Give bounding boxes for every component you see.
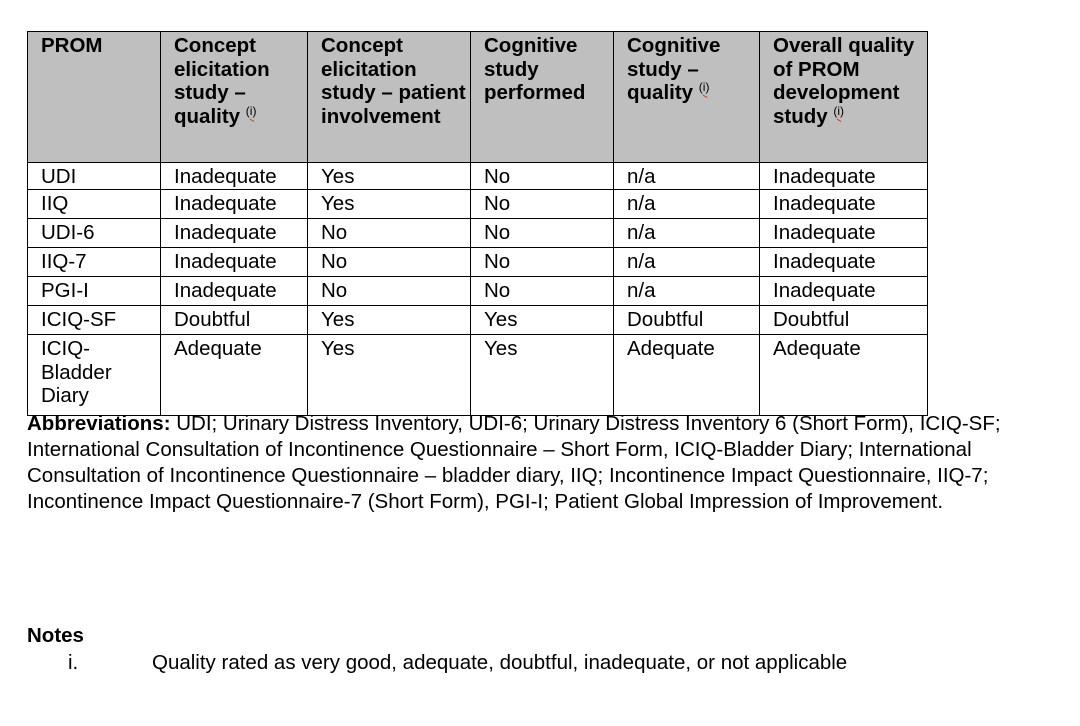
table-cell: Doubtful <box>760 306 928 335</box>
column-header-text: Cognitive study – <box>627 34 721 81</box>
table-cell: Inadequate <box>760 163 928 190</box>
table-row <box>28 248 928 277</box>
table-cell: Doubtful <box>161 306 308 335</box>
table-cell: Adequate <box>614 335 760 416</box>
table-cell: Inadequate <box>161 163 308 190</box>
table-cell: Yes <box>471 306 614 335</box>
table-cell: No <box>471 277 614 306</box>
prom-name-cell: PGI-I <box>28 277 161 306</box>
column-header <box>614 32 760 163</box>
table-cell: No <box>471 163 614 190</box>
table-cell: Yes <box>308 306 471 335</box>
table-cell: n/a <box>614 248 760 277</box>
table-cell: Inadequate <box>760 219 928 248</box>
column-header-text: quality <box>174 104 241 128</box>
table-cell: Yes <box>308 190 471 219</box>
column-header <box>161 32 308 163</box>
prom-name-cell: IIQ-7 <box>28 248 161 277</box>
note-text: Quality rated as very good, adequate, doubtful, inadequate, or not applicable <box>152 651 848 674</box>
table-cell: Inadequate <box>760 277 928 306</box>
column-header <box>471 32 614 163</box>
table-cell: Yes <box>471 335 614 416</box>
column-header-text: PROM <box>41 34 103 57</box>
prom-table <box>27 31 928 416</box>
abbreviations-paragraph <box>27 411 1072 515</box>
table-row <box>28 277 928 306</box>
table-cell: Inadequate <box>161 190 308 219</box>
table-cell: Adequate <box>161 335 308 416</box>
table-row <box>28 163 928 190</box>
abbreviations-text: UDI; Urinary Distress Inventory, UDI-6; Urinary Distress Inventory 6 (Short Form), ICIQ-SF; International Consultation of Incontinence Questionnaire – Short Form, ICIQ-Bladder Diary; International Consultation of Incontinence Questionnaire – bladder diary, IIQ; Incontinence Impact Questionnaire, IIQ-7; Incontinence Impact Questionnaire-7 (Short Form), PGI-I; Patient Global Impression of Improvement. <box>27 412 1001 513</box>
table-cell: No <box>471 190 614 219</box>
column-header-text: patient involvement <box>321 81 466 128</box>
abbreviations-label: Abbreviations: <box>27 412 171 435</box>
table-cell: No <box>308 277 471 306</box>
column-header-text: Overall quality of PROM development study <box>773 34 915 128</box>
column-header-text: Concept elicitation study – <box>321 34 417 104</box>
table-cell: Inadequate <box>161 219 308 248</box>
table-cell: n/a <box>614 219 760 248</box>
table-row <box>28 335 928 416</box>
prom-name-cell: UDI <box>28 163 161 190</box>
table-cell: n/a <box>614 277 760 306</box>
table-cell: Inadequate <box>161 248 308 277</box>
column-header-text: quality <box>627 81 694 104</box>
table-cell: Yes <box>308 163 471 190</box>
column-header <box>308 32 471 163</box>
footnote-marker: (i) <box>833 103 845 118</box>
prom-name-cell: ICIQ-SF <box>28 306 161 335</box>
column-header-text: Concept elicitation study – <box>174 34 270 104</box>
table-cell: No <box>308 219 471 248</box>
table-body <box>28 163 928 416</box>
column-header-text: Cognitive study performed <box>484 34 586 104</box>
prom-name-cell: IIQ <box>28 190 161 219</box>
notes-title: Notes <box>27 624 84 647</box>
column-header <box>760 32 928 163</box>
table-cell: Adequate <box>760 335 928 416</box>
table-cell: Inadequate <box>760 248 928 277</box>
prom-name-cell: UDI-6 <box>28 219 161 248</box>
header-row <box>28 32 928 163</box>
table-cell: Doubtful <box>614 306 760 335</box>
table-cell: No <box>471 248 614 277</box>
table-cell: n/a <box>614 190 760 219</box>
column-header <box>28 32 161 163</box>
table-cell: Inadequate <box>760 190 928 219</box>
table-cell: No <box>471 219 614 248</box>
table-cell: n/a <box>614 163 760 190</box>
footnote-marker: (i) <box>698 80 710 95</box>
table-cell: No <box>308 248 471 277</box>
table-row <box>28 306 928 335</box>
table-row <box>28 190 928 219</box>
table-row <box>28 219 928 248</box>
note-number: i. <box>68 651 79 674</box>
prom-name-cell: ICIQ-Bladder Diary <box>28 335 161 416</box>
table-cell: Inadequate <box>161 277 308 306</box>
footnote-marker: (i) <box>245 103 257 118</box>
table-cell: Yes <box>308 335 471 416</box>
